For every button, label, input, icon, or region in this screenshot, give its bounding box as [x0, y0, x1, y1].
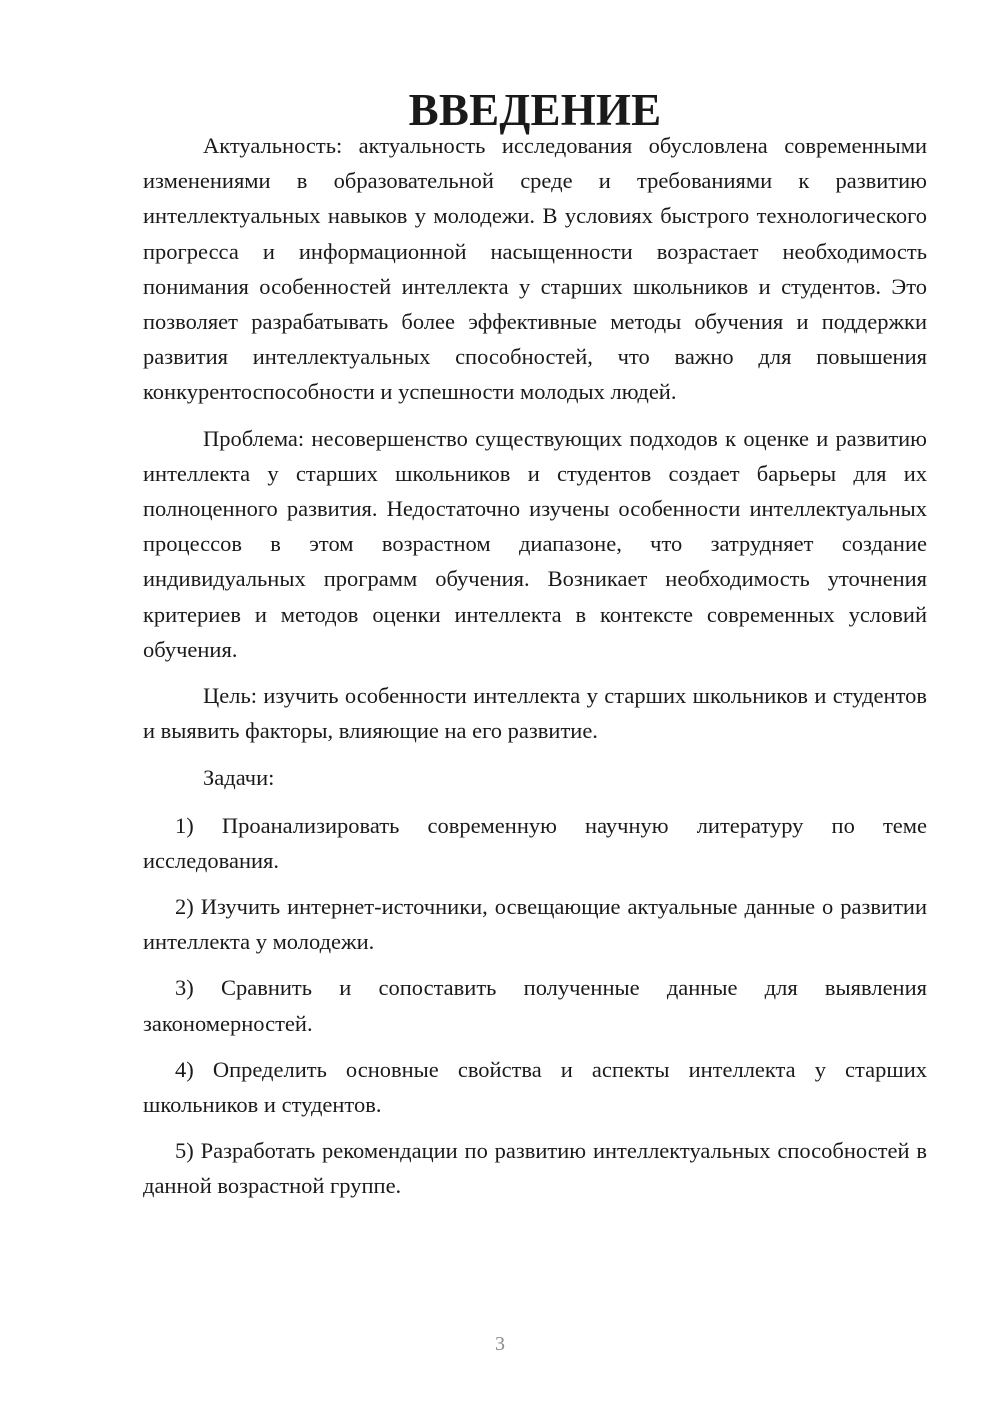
document-page [143, 85, 927, 1204]
paragraph-problem: Проблема: несовершенство существующих подходов к оценке и развитию интеллекта у старших школьников и студентов создает барьеры для их полноценного развития. Недостаточно изучены особенности интеллектуальных процессов в этом возрастном диапазоне, что затрудняет создание индивидуальных программ обучения. Возникает необходимость уточнения критериев и методов оценки интеллекта в контексте современных условий обучения. [143, 425, 927, 662]
paragraph-goal: Цель: изучить особенности интеллекта у старших школьников и студентов и выявить факторы, влияющие на его развитие. [143, 683, 927, 744]
page-number: 3 [495, 1333, 505, 1355]
section-title: ВВЕДЕНИЕ [408, 85, 662, 135]
task-item-4: 4) Определить основные свойства и аспекты интеллекта у старших школьников и студентов. [143, 1056, 927, 1118]
tasks-heading: Задачи: [203, 765, 275, 791]
paragraph-relevance: Актуальность: актуальность исследования обусловлена современными изменениями в образовательной среде и требованиями к развитию интеллектуальных навыков у молодежи. В условиях быстрого технологического прогресса и информационной насыщенности возрастает необходимость понимания особенностей интеллекта у старших школьников и студентов. Это позволяет разрабатывать более эффективные методы обучения и поддержки развития интеллектуальных способностей, что важно для повышения конкурентоспособности и успешности молодых людей. [143, 133, 927, 405]
task-item-2: 2) Изучить интернет-источники, освещающие актуальные данные о развитии интеллекта у молодежи. [143, 894, 927, 955]
task-item-5: 5) Разработать рекомендации по развитию интеллектуальных способностей в данной возрастной группе. [143, 1138, 927, 1199]
task-item-1: 1) Проанализировать современную научную литературу по теме исследования. [143, 812, 927, 873]
task-item-3: 3) Сравнить и сопоставить полученные данные для выявления закономерностей. [143, 975, 927, 1036]
